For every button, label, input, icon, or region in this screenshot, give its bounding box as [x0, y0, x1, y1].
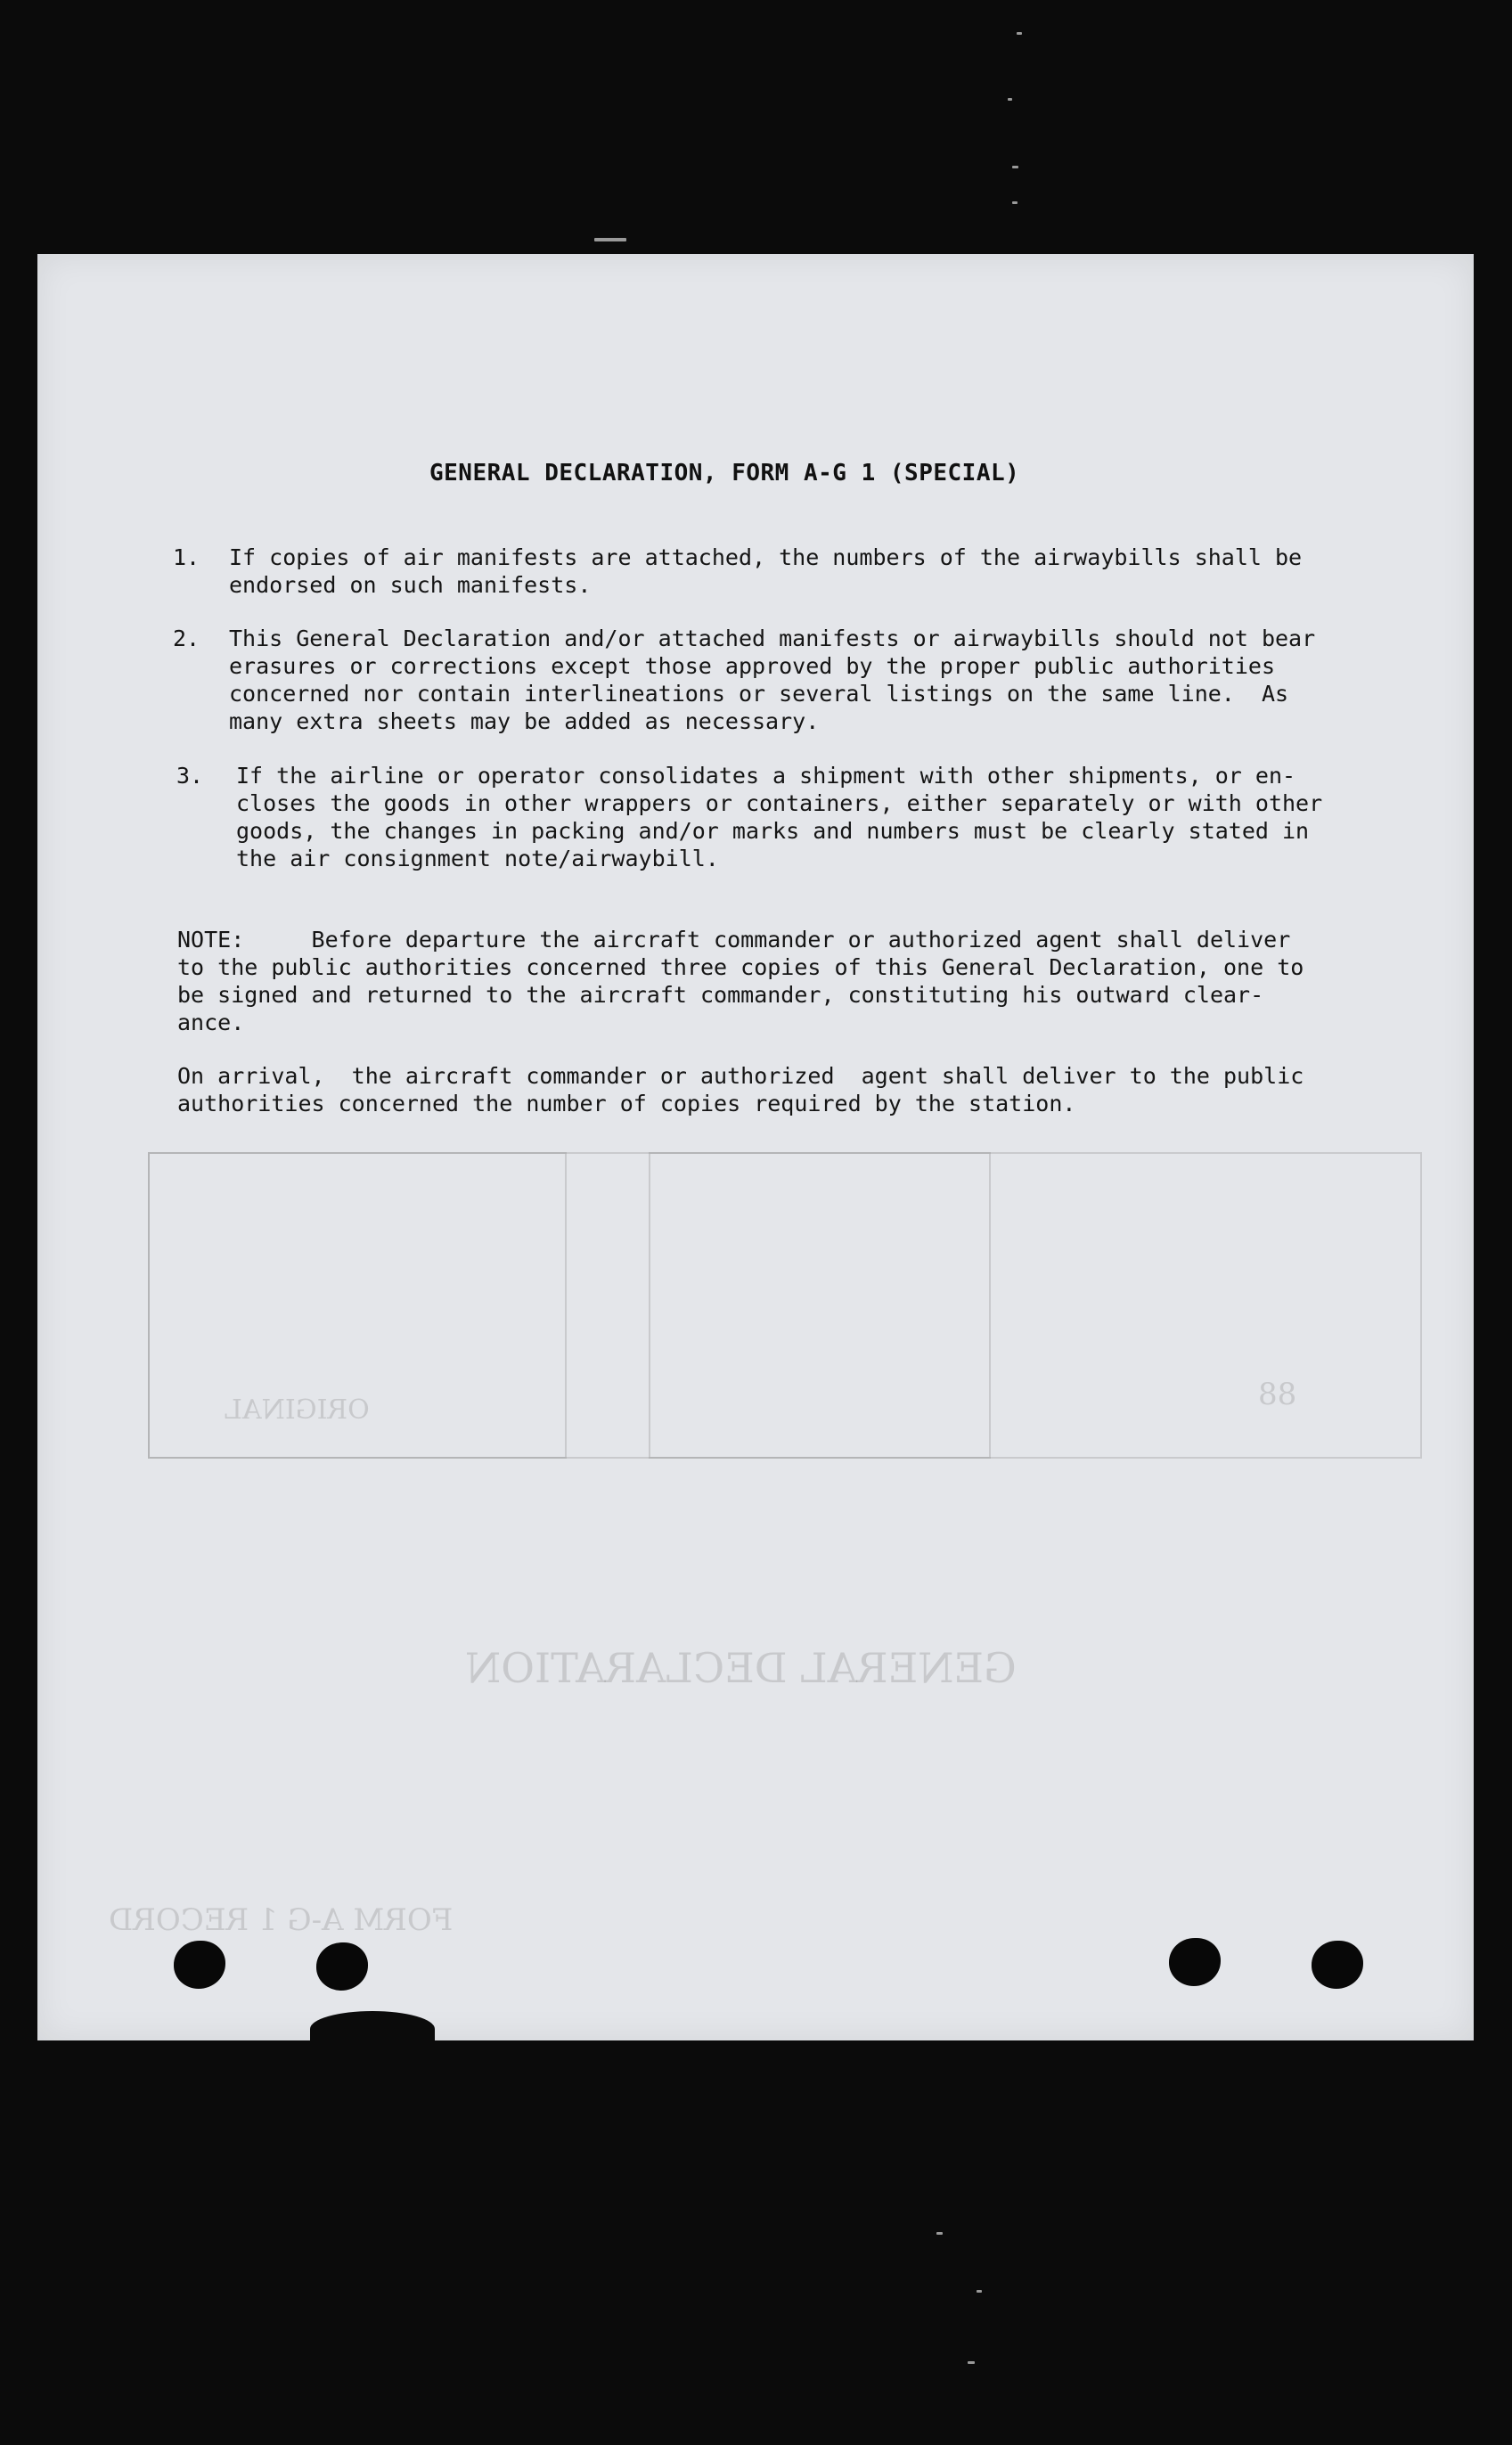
- scan-speck: [968, 2361, 975, 2364]
- punch-hole: [174, 1941, 225, 1989]
- item-line: the air consignment note/airwaybill.: [236, 846, 719, 871]
- scan-speck: [1012, 201, 1018, 204]
- arrival-line: On arrival, the aircraft commander or authorized agent shall deliver to the public: [177, 1063, 1304, 1089]
- paper-tear: [310, 2011, 435, 2047]
- item-line: concerned nor contain interlineations or several listings on the same line. As: [229, 681, 1289, 707]
- item-line: This General Declaration and/or attached manifests or airwaybills should not bear: [229, 626, 1316, 651]
- item-line: erasures or corrections except those approved by the proper public authorities: [229, 653, 1275, 679]
- note-line: NOTE: Before departure the aircraft commander or authorized agent shall deliver: [177, 927, 1291, 953]
- item-line: goods, the changes in packing and/or marks and numbers must be clearly stated in: [236, 818, 1310, 844]
- scan-speck: [977, 2290, 982, 2293]
- bleed-through-text: 88: [1258, 1377, 1297, 1412]
- page-title: GENERAL DECLARATION, FORM A-G 1 (SPECIAL): [429, 460, 1020, 487]
- punch-hole: [1312, 1941, 1363, 1989]
- scan-speck: [594, 238, 626, 241]
- item-number: 3.: [176, 763, 204, 789]
- scan-speck: [936, 2232, 943, 2235]
- item-line: closes the goods in other wrappers or containers, either separately or with other: [236, 790, 1323, 816]
- punch-hole: [1169, 1938, 1221, 1986]
- note-line: to the public authorities concerned three copies of this General Declaration, one to: [177, 954, 1304, 980]
- item-line: If copies of air manifests are attached, the numbers of the airwaybills shall be: [229, 544, 1303, 570]
- document-page: [37, 254, 1474, 2040]
- item-line: If the airline or operator consolidates a shipment with other shipments, or en-: [236, 763, 1296, 789]
- bleed-through-text: FORM A-G 1 RECORD: [109, 1902, 454, 1938]
- item-number: 1.: [173, 544, 200, 570]
- punch-hole: [316, 1942, 368, 1991]
- bleed-through-text: GENERAL DECLARATION: [465, 1644, 1017, 1692]
- item-line: many extra sheets may be added as necessary.: [229, 708, 820, 734]
- arrival-line: authorities concerned the number of copies required by the station.: [177, 1091, 1076, 1116]
- scan-speck: [1017, 32, 1022, 35]
- note-line: be signed and returned to the aircraft commander, constituting his outward clear-: [177, 982, 1264, 1008]
- bleed-through-box: [649, 1152, 991, 1459]
- note-line: ance.: [177, 1010, 245, 1035]
- scan-speck: [1012, 166, 1018, 168]
- item-line: endorsed on such manifests.: [229, 572, 592, 598]
- item-number: 2.: [173, 626, 200, 651]
- scan-speck: [1008, 98, 1012, 101]
- bleed-through-text: ORIGINAL: [225, 1394, 370, 1426]
